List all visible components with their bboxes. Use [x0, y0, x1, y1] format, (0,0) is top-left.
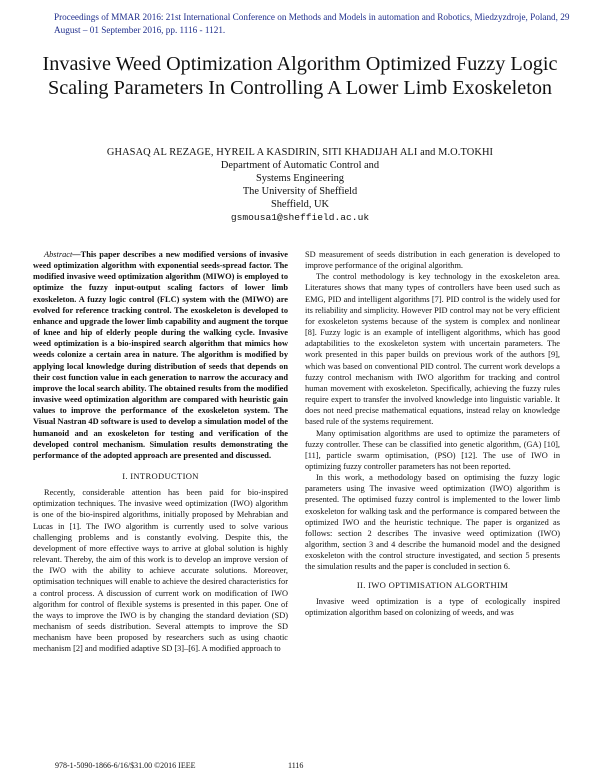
paper-title: Invasive Weed Optimization Algorithm Optimized Fuzzy Logic Scaling Parameters In Controlling A Lower Limb Exoskeleton	[42, 53, 558, 99]
paragraph: Recently, considerable attention has been paid for bio-inspired optimization techniques. The invasive weed optimization (IWO) algorithm is one of the bio-inspired algorithms, initially proposed by Mehrabian and Lucas in [1]. The IWO algorithm is currently used to solve various challenging problems and is constantly evolving. Despite this, the development of more effective ways to arrive at global solution is highly relevant. Thereby, the aim of this work is to develop an improve version of the IWO with the ability to achieve accurate solutions. Moreover, optimisation techniques will enable to achieve the desired characteristics for a control process. A discussion of current work on modification of IWO algorithm for control of flexible systems is presented in this paper. One of the ways to improve the IWO is by changing the standard deviation (SD) mechanism of seeds distribution. Several attempts to improve the SD mechanism have been proposed by researchers such as using chaotic mechanism [2] and modified adaptive SD [3]–[6]. A modified approach to	[33, 488, 288, 654]
paragraph: Invasive weed optimization is a type of ecologically inspired optimization algorithm based on colonizing of weeds, and was	[305, 596, 560, 617]
affiliation-line: Systems Engineering	[255, 173, 345, 184]
section-heading-iwo: II. IWO OPTIMISATION ALGORTHIM	[356, 579, 509, 590]
author-block	[30, 146, 570, 224]
paragraph: SD measurement of seeds distribution in each generation is developed to improve performance of the original algorithm.	[305, 250, 560, 271]
left-column	[33, 249, 288, 654]
author-email: gsmousa1@sheffield.ac.uk	[230, 212, 370, 223]
affiliation-line: Department of Automatic Control and	[220, 160, 380, 171]
affiliation-line: The University of Sheffield	[242, 186, 358, 197]
abstract-text: —This paper describes a new modified versions of invasive weed optimization algorithm with exponential seeds-spread factor. The modified invasive weed optimization algorithm (MIWO) is employed to optimize the fuzzy input-output scaling factors of lower limb exoskeleton. A fuzzy logic control (FLC) system with the (MIWO) are evolved for reference tracking control. The exoskeleton is developed to enhance and upgrade the lower limb capability and augment the torque of knee and hip of elderly people during the walking cycle. Invasive weed optimization is a bio-inspired search algorithm that mimics how weeds colonize a certain area in nature. The algorithm is modified by applying local knowledge during distribution of seeds that depends on their cost function value in each generation to narrow the accuracy and improve the local search ability. The obtained results from the modified invasive weed optimization algorithm are compared with heuristic gain values to improve the performance of the exoskeleton system. The Visual Nastran 4D software is used to develop a simulation model of the humanoid and an exoskeleton for testing and verification of the developed control mechanism. Simulation results demonstrating the performance of the adopted approach are presented and discussed.	[33, 250, 288, 460]
paragraph: In this work, a methodology based on optimising the fuzzy logic parameters using The invasive weed optimization (IWO) algorithm is presented. The optimised fuzzy control is implemented to the lower limb exoskeleton for walking task and the performance is compared between the optimized IWO and the heuristic technique. The paper is organized as follows: section 2 describes The invasive weed optimization (IWO) algorithm, section 3 and 4 describe the humanoid model and the designed exoskeleton with the control structure investigated, and section 5 presents the simulation results and the paper is concluded in section 6.	[305, 473, 560, 572]
author-names: GHASAQ AL REZAGE, HYREIL A KASDIRIN, SITI KHADIJAH ALI and M.O.TOKHI	[106, 147, 494, 158]
abstract	[33, 249, 288, 461]
paragraph: The control methodology is key technology in the exoskeleton area. Literatures shows that many types of controllers have been used such as EMG, PID and intelligent algorithms [7]. PID control is the widely used for its reliability and simplicity. However PID control may not be very efficient for exoskeleton systems because of the system is complex and nonlinear [8]. Fuzzy logic is an example of intelligent algorithms, which has good adaptabilities to the exoskeleton system with uncertain parameters. The work presented in this paper builds on previous work of the authors [9], which was based on conventional PID control. The current work develops a fuzzy control mechanism with IWO algorithm for tracking and control human movement with exoskeleton. Specifically, achieving the fuzzy rules require expert to transfer the involved knowledge into linguistic variable. It does not need precise mathematical equations, instead relay on knowledge based rule of the systems requirement.	[305, 272, 560, 427]
right-column	[305, 249, 560, 618]
isbn-footer: 978-1-5090-1866-6/16/$31.00 ©2016 IEEE	[55, 761, 196, 770]
affiliation-line: Sheffield, UK	[270, 199, 330, 210]
section-heading-introduction: I. INTRODUCTION	[122, 470, 199, 481]
proceedings-header: Proceedings of MMAR 2016: 21st International Conference on Methods and Models in automation and Robotics, Miedzyzdroje, Poland, 29 August – 01 September 2016, pp. 1116 - 1121.	[54, 12, 570, 35]
abstract-label: Abstract	[44, 250, 73, 259]
page-number: 1116	[288, 761, 304, 770]
paragraph: Many optimisation algorithms are used to optimize the parameters of fuzzy controller. These can be classified into genetic algorithm, (GA) [10], [11], particle swarm optimisation, (PSO) [12]. The use of IWO in optimizing fuzzy controller parameters has not been reported.	[305, 428, 560, 471]
